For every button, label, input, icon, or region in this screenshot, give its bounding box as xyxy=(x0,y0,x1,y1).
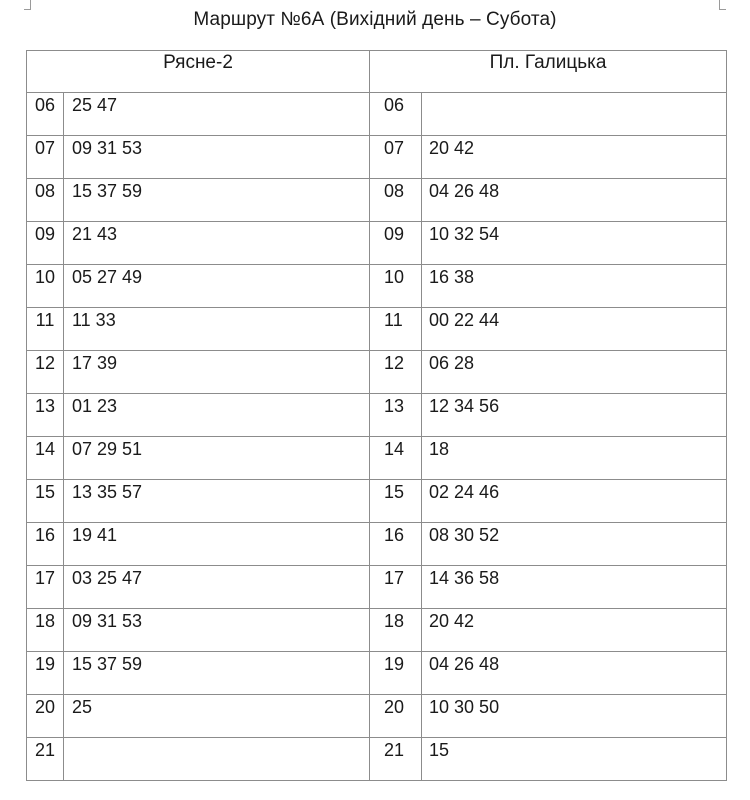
table-row xyxy=(27,136,727,179)
minutes-right-cell: 08 30 52 xyxy=(422,523,727,566)
hour-right-cell: 10 xyxy=(370,265,422,308)
minutes-right-cell: 20 42 xyxy=(422,136,727,179)
minutes-right-cell: 15 xyxy=(422,738,727,781)
table-row xyxy=(27,480,727,523)
table-row xyxy=(27,394,727,437)
hour-right-cell: 16 xyxy=(370,523,422,566)
minutes-right-cell xyxy=(422,93,727,136)
minutes-right-cell: 18 xyxy=(422,437,727,480)
hour-left-cell: 06 xyxy=(27,93,64,136)
hour-left-cell: 10 xyxy=(27,265,64,308)
hour-right-cell: 06 xyxy=(370,93,422,136)
hour-left-cell: 12 xyxy=(27,351,64,394)
hour-left-cell: 15 xyxy=(27,480,64,523)
hour-left-cell: 20 xyxy=(27,695,64,738)
hour-left-cell: 14 xyxy=(27,437,64,480)
minutes-left-cell: 05 27 49 xyxy=(64,265,370,308)
minutes-left-cell: 25 47 xyxy=(64,93,370,136)
minutes-right-cell: 10 30 50 xyxy=(422,695,727,738)
hour-right-cell: 09 xyxy=(370,222,422,265)
minutes-left-cell: 09 31 53 xyxy=(64,609,370,652)
minutes-left-cell: 13 35 57 xyxy=(64,480,370,523)
table-row xyxy=(27,351,727,394)
minutes-left-cell: 01 23 xyxy=(64,394,370,437)
column-header-left-stop: Рясне-2 xyxy=(27,51,370,93)
page-title: Маршрут №6А (Вихідний день – Субота) xyxy=(193,9,557,30)
schedule-body xyxy=(27,93,727,781)
hour-right-cell: 11 xyxy=(370,308,422,351)
minutes-left-cell: 15 37 59 xyxy=(64,652,370,695)
hour-right-cell: 14 xyxy=(370,437,422,480)
table-row xyxy=(27,652,727,695)
table-row xyxy=(27,222,727,265)
hour-left-cell: 17 xyxy=(27,566,64,609)
table-header-row xyxy=(27,51,727,93)
table-row xyxy=(27,738,727,781)
hour-right-cell: 15 xyxy=(370,480,422,523)
minutes-right-cell: 04 26 48 xyxy=(422,652,727,695)
minutes-left-cell: 17 39 xyxy=(64,351,370,394)
minutes-left-cell: 25 xyxy=(64,695,370,738)
hour-right-cell: 12 xyxy=(370,351,422,394)
minutes-left-cell: 15 37 59 xyxy=(64,179,370,222)
table-row xyxy=(27,695,727,738)
hour-left-cell: 21 xyxy=(27,738,64,781)
hour-left-cell: 11 xyxy=(27,308,64,351)
minutes-left-cell: 03 25 47 xyxy=(64,566,370,609)
hour-left-cell: 07 xyxy=(27,136,64,179)
minutes-right-cell: 16 38 xyxy=(422,265,727,308)
hour-right-cell: 17 xyxy=(370,566,422,609)
table-row xyxy=(27,179,727,222)
schedule-table xyxy=(26,50,727,781)
minutes-left-cell: 09 31 53 xyxy=(64,136,370,179)
hour-right-cell: 19 xyxy=(370,652,422,695)
hour-right-cell: 13 xyxy=(370,394,422,437)
minutes-right-cell: 06 28 xyxy=(422,351,727,394)
table-row xyxy=(27,566,727,609)
minutes-right-cell: 04 26 48 xyxy=(422,179,727,222)
minutes-right-cell: 10 32 54 xyxy=(422,222,727,265)
hour-right-cell: 07 xyxy=(370,136,422,179)
minutes-left-cell: 07 29 51 xyxy=(64,437,370,480)
hour-left-cell: 08 xyxy=(27,179,64,222)
hour-right-cell: 08 xyxy=(370,179,422,222)
hour-left-cell: 19 xyxy=(27,652,64,695)
minutes-left-cell: 19 41 xyxy=(64,523,370,566)
table-row xyxy=(27,265,727,308)
minutes-left-cell: 11 33 xyxy=(64,308,370,351)
hour-left-cell: 13 xyxy=(27,394,64,437)
table-row xyxy=(27,523,727,566)
hour-right-cell: 21 xyxy=(370,738,422,781)
table-row xyxy=(27,609,727,652)
hour-right-cell: 20 xyxy=(370,695,422,738)
hour-right-cell: 18 xyxy=(370,609,422,652)
minutes-right-cell: 14 36 58 xyxy=(422,566,727,609)
hour-left-cell: 18 xyxy=(27,609,64,652)
table-row xyxy=(27,308,727,351)
table-row xyxy=(27,93,727,136)
hour-left-cell: 16 xyxy=(27,523,64,566)
minutes-right-cell: 00 22 44 xyxy=(422,308,727,351)
table-row xyxy=(27,437,727,480)
minutes-right-cell: 12 34 56 xyxy=(422,394,727,437)
minutes-right-cell: 20 42 xyxy=(422,609,727,652)
minutes-left-cell xyxy=(64,738,370,781)
minutes-right-cell: 02 24 46 xyxy=(422,480,727,523)
minutes-left-cell: 21 43 xyxy=(64,222,370,265)
hour-left-cell: 09 xyxy=(27,222,64,265)
column-header-right-stop: Пл. Галицька xyxy=(370,51,727,93)
